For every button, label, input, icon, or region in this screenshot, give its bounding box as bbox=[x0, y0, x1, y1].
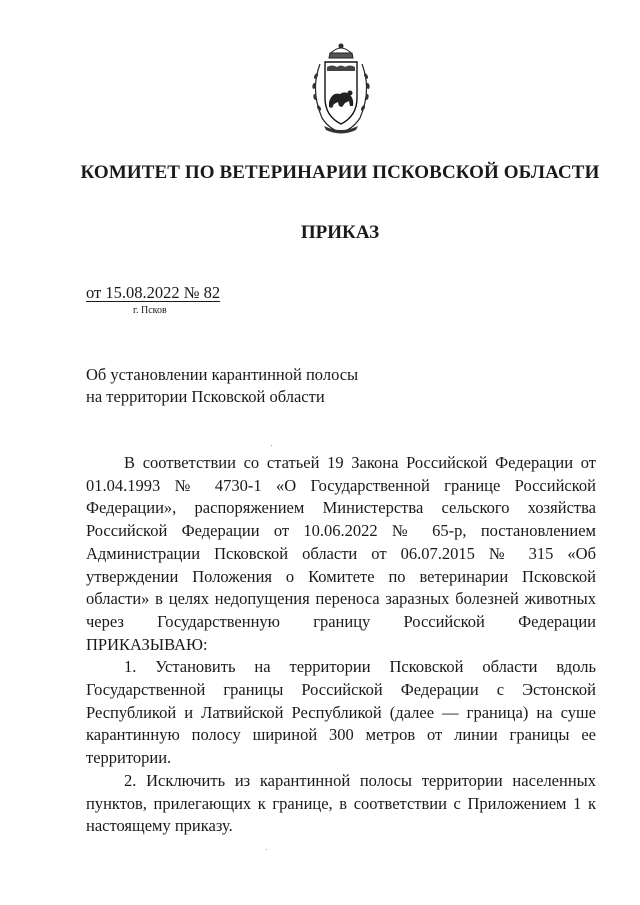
subject-line-1: Об установлении карантинной полосы bbox=[86, 365, 359, 384]
subject-line-2: на территории Псковской области bbox=[86, 387, 325, 406]
date-and-number: от 15.08.2022 № 82 bbox=[86, 283, 221, 302]
order-subject bbox=[86, 364, 358, 408]
document-type: ПРИКАЗ bbox=[300, 222, 380, 243]
organization-title: КОМИТЕТ ПО ВЕТЕРИНАРИИ ПСКОВСКОЙ ОБЛАСТИ bbox=[80, 162, 600, 183]
scan-speck bbox=[266, 849, 267, 850]
item-1-paragraph: 1. Установить на территории Псковской области вдоль Государственной границы Российской Федерации с Эстонской Республикой и Латвийской Республикой (далее — граница) на суше карантинную полосу шириной 300 метров от линии границы ее территории. bbox=[86, 657, 596, 768]
order-body bbox=[86, 452, 596, 838]
preamble-paragraph: В соответствии со статьей 19 Закона Российской Федерации от 01.04.1993 № 4730-1 «О Государственной границе Российской Федерации», распоряжением Министерства сельского хозяйства Российской Федерации от 10.06.2022 № 65-р, постановлением Администрации Псковской области от 06.07.2015 № 315 «Об утверждении Положения о Комитете по ветеринарии Псковской области» в целях недопущения переноса заразных болезней животных через Государственную границу Российской Федерации ПРИКАЗЫВАЮ: bbox=[86, 453, 596, 654]
item-2-paragraph: 2. Исключить из карантинной полосы территории населенных пунктов, прилегающих к границе, в соответствии с Приложением 1 к настоящему приказу. bbox=[86, 770, 596, 836]
pskov-coat-of-arms-icon bbox=[296, 40, 386, 140]
scan-speck bbox=[271, 445, 272, 446]
city-label: г. Псков bbox=[133, 305, 167, 316]
